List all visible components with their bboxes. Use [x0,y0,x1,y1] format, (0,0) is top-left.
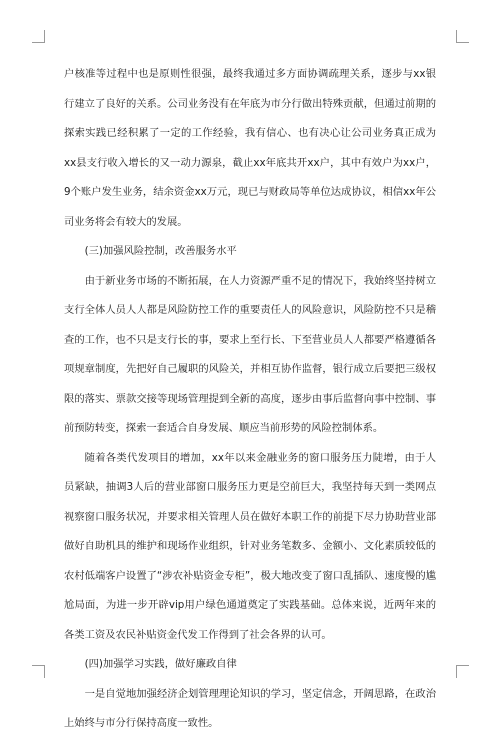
crop-mark-top-left [32,30,45,43]
paragraph-risk-control: 由于新业务市场的不断拓展，在人力资源严重不足的情况下，我始终坚持树立支行全体人员人人都是风险防控工作的重要责任人的风险意识，风险防控不只是稽查的工作，也不只是支行长的事，要求上至行长、下至营业员人人都要严格遵循各项规章制度，先把好自己履职的风险关，并相互协作监督，银行成立后要把三级权限的落实、票款交接等现场管理提到全新的高度，逐步由事后监督向事中控制、事前预防转变，探索一套适合自身发展、顺应当前形势的风险控制体系。 [64,274,436,434]
paragraph-service-pressure: 随着各类代发项目的增加，xx年以来金融业务的窗口服务压力陡增，由于人员紧缺，抽调3人后的营业部窗口服务压力更是空前巨大，我坚持每天到一类网点视察窗口服务状况，并要求相关管理人员在做好本职工作的前提下尽力协助营业部做好自助机具的维护和现场作业组织，针对业务笔数多、金额小、文化素质较低的农村低端客户设置了“涉农补贴资金专柜”，极大地改变了窗口乱插队、速度慢的尴尬局面，为进一步开辟vip用户绿色通道奠定了实践基础。总体来说，近两年来的各类工资及农民补贴资金代发工作得到了社会各界的认可。 [64,451,436,641]
paragraph-continuation: 户核准等过程中也是原则性很强，最终我通过多方面协调疏理关系，逐步与xx银行建立了良好的关系。公司业务没有在年底为市分行做出特殊贡献，但通过前期的探索实践已经积累了一定的工作经验，我有信心、也有决心让公司业务真正成为xx县支行收入增长的又一动力源泉，截止xx年底共开xx户，其中有效户为xx户，9个账户发生业务，结余资金xx万元，现已与财政局等单位达成协议，相信xx年公司业务将会有较大的发展。 [64,68,436,228]
crop-mark-bottom-left [32,665,45,678]
section-heading-study-practice: (四)加强学习实践，做好廉政自律 [84,658,237,670]
crop-mark-bottom-right [456,665,469,678]
crop-mark-top-right [456,30,469,43]
document-body [64,60,436,739]
section-heading-risk-control: (三)加强风险控制，改善服务水平 [84,245,237,257]
paragraph-study: 一是自觉地加强经济企划管理理论知识的学习，坚定信念，开阔思路，在政治上始终与市分行保持高度一致性。 [64,687,436,729]
